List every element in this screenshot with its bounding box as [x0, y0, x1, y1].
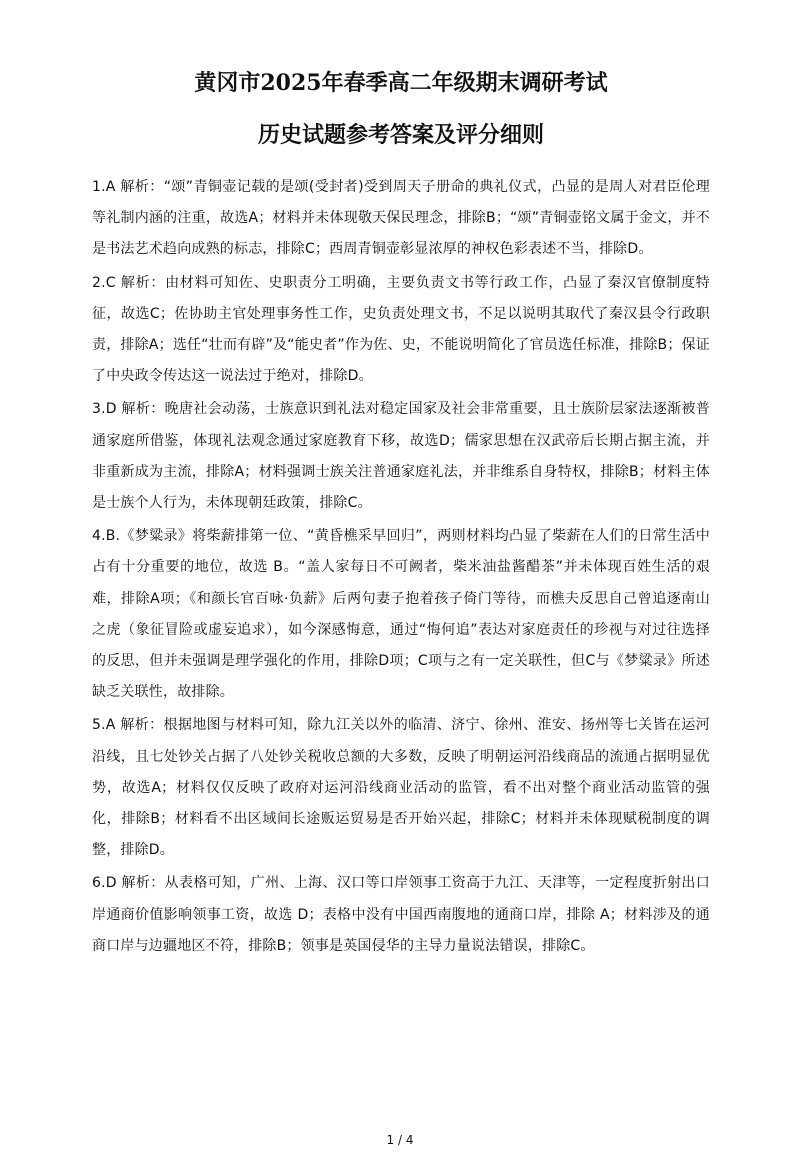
answer-item-6: 6.D 解析：从表格可知，广州、上海、汉口等口岸领事工资高于九江、天津等，一定程度折射出口岸通商价值影响领事工资，故选 D；表格中没有中国西南腹地的通商口岸，排除 A；材料涉及的通商口岸与边疆地区不符，排除B；领事是英国侵华的主导力量说法错误，排除C。 [92, 875, 710, 954]
answer-item-2: 2.C 解析：由材料可知佐、史职责分工明确，主要负责文书等行政工作，凸显了秦汉官僚制度特征，故选C；佐协助主官处理事务性工作，史负责处理文书，不足以说明其取代了秦汉县令行政职责，排除A；选任“壮而有辟”及“能史者”作为佐、史，不能说明简化了官员选任标准，排除B；保证了中央政令传达这一说法过于绝对，排除D。 [92, 274, 710, 385]
exam-title: 黄冈市2025年春季高二年级期末调研考试 [194, 70, 608, 96]
page-number: 1 / 4 [386, 1133, 414, 1147]
answer-item-4: 4.B.《梦粱录》将柴薪排第一位、“黄昏樵采早回归”，两则材料均凸显了柴薪在人们的日常生活中占有十分重要的地位，故选 B。“盖人家每日不可阙者，柴米油盐酱醋茶”并未体现百姓生活的艰难，排除A项；《和颜长官百咏·负薪》后两句妻子抱着孩子倚门等待，而樵夫反思自己曾追逐南山之虎（象征冒险或虚妄追求），如今深感悔意，通过“悔何追”表达对家庭责任的珍视与对过往选择的反思，但并未强调是理学强化的作用，排除D项；C项与之有一定关联性，但C与《梦粱录》所述缺乏关联性，故排除。 [92, 528, 710, 701]
answer-item-3: 3.D 解析：晚唐社会动荡，士族意识到礼法对稳定国家及社会非常重要，且士族阶层家法逐渐被普通家庭所借鉴，体现礼法观念通过家庭教育下移，故选D；儒家思想在汉武帝后长期占据主流，并非重新成为主流，排除A；材料强调士族关注普通家庭礼法，并非维系自身特权，排除B；材料主体是士族个人行为，未体现朝廷政策，排除C。 [92, 401, 710, 512]
answer-key-subtitle: 历史试题参考答案及评分细则 [257, 122, 544, 148]
answer-list [92, 172, 710, 962]
answer-item-1: 1.A 解析：“颂”青铜壶记载的是颂(受封者)受到周天子册命的典礼仪式，凸显的是周人对君臣伦理等礼制内涵的注重，故选A；材料并未体现敬天保民理念，排除B；“颂”青铜壶铭文属于金文，并不是书法艺术趋向成熟的标志，排除C；西周青铜壶彰显浓厚的神权色彩表述不当，排除D。 [92, 179, 710, 258]
answer-item-5: 5.A 解析：根据地图与材料可知，除九江关以外的临清、济宁、徐州、淮安、扬州等七关皆在运河沿线，且七处钞关占据了八处钞关税收总额的大多数，反映了明朝运河沿线商品的流通占据明显优势，故选A；材料仅仅反映了政府对运河沿线商业活动的监管，看不出对整个商业活动监管的强化，排除B；材料看不出区域间长途贩运贸易是否开始兴起，排除C；材料并未体现赋税制度的调整，排除D。 [92, 717, 710, 859]
